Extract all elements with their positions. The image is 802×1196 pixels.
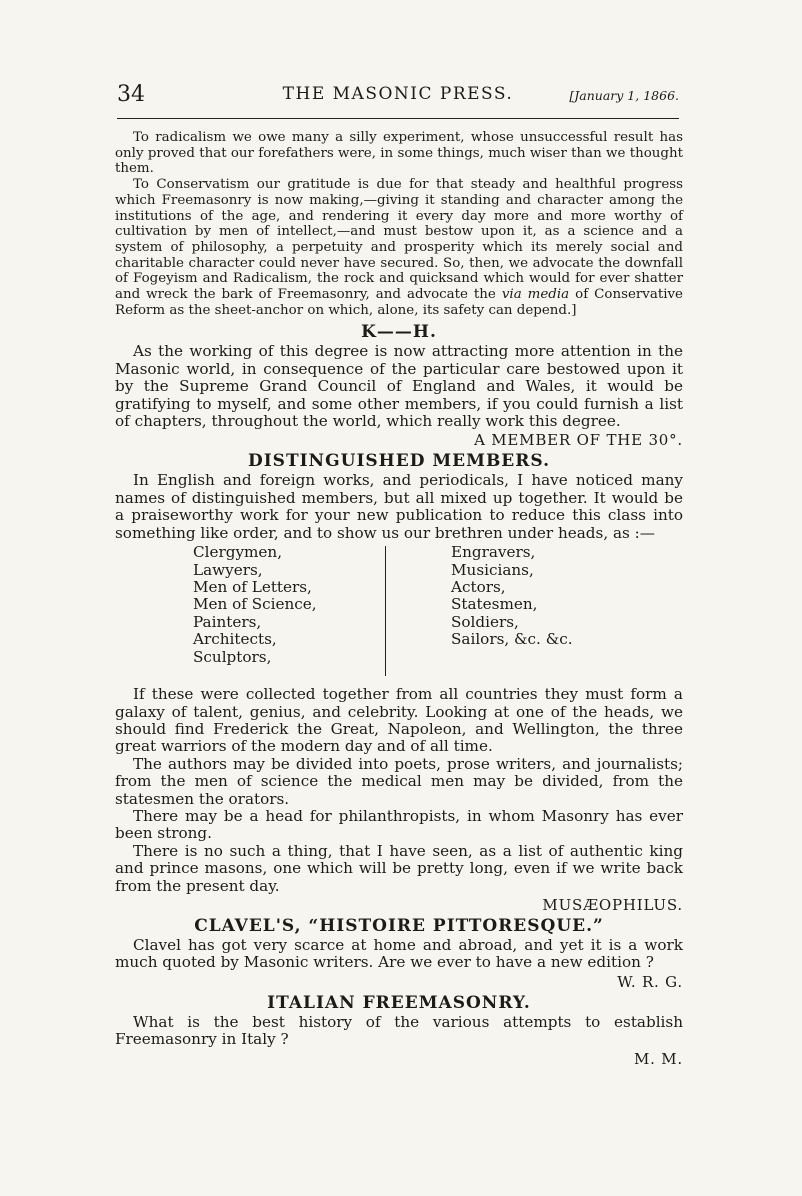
list-column-left (193, 544, 317, 666)
page-header (117, 82, 679, 116)
paragraph: As the working of this degree is now attracting more attention in the Masonic world, in consequence of the particular care bestowed upon it by the Supreme Grand Council of England and Wales, it would be gratifying to myself, and some other members, if you could furnish a list of chapters, throughout the world, which really work this degree. (115, 342, 683, 431)
list-item: Architects, (193, 630, 277, 649)
list-item: Statesmen, (451, 595, 538, 614)
page-number: 34 (117, 82, 145, 107)
list-item: Actors, (451, 577, 506, 596)
article-italian-freemasonry (115, 992, 683, 1069)
paragraph: There is no such a thing, that I have seen, as a list of authentic king and prince masons, one which will be pretty long, even if we write back from the present day. (115, 841, 683, 895)
signature: M. M. (633, 1049, 683, 1068)
members-list (115, 544, 683, 684)
list-item: Musicians, (451, 560, 534, 579)
signature: W. R. G. (617, 972, 683, 991)
page-body (115, 130, 683, 1069)
article-kh (115, 321, 683, 450)
list-column-right (451, 544, 573, 648)
list-item: Men of Science, (193, 595, 317, 614)
paragraph: Clavel has got very scarce at home and abroad, and yet it is a work much quoted by Masonic writers. Are we ever to have a new edition ? (115, 935, 683, 972)
list-item: Engravers, (451, 543, 536, 562)
issue-date: [January 1, 1866. (569, 88, 679, 103)
article-heading: K——H. (361, 322, 437, 343)
paragraph: If these were collected together from all countries they must form a galaxy of talent, genius, and celebrity. Looking at one of the heads, we should find Frederick the Great, Napoleon, and Wellington, the three great warriors of the modern day and of all time. (115, 685, 683, 756)
list-item: Lawyers, (193, 560, 263, 579)
list-item: Sailors, &c. &c. (451, 630, 573, 649)
paragraph: There may be a head for philanthropists, in whom Masonry has ever been strong. (115, 806, 683, 843)
article-heading: DISTINGUISHED MEMBERS. (247, 451, 550, 472)
list-item: Men of Letters, (193, 577, 312, 596)
list-item: Soldiers, (451, 612, 519, 631)
paragraph: What is the best history of the various attempts to establish Freemasonry in Italy ? (115, 1012, 683, 1049)
paragraph: To Conservatism our gratitude is due for that steady and healthful progress which Freemasonry is now making,—giving it standing and character among the institutions of the age, and rendering it every day more and more worthy of cultivation by men of intellect,—and must bestow upon it, as a science and a system of philosophy, a perpetuity and prosperity which its merely social and charitable character could never have secured. So, then, we advocate the downfall of Fogeyism and Radicalism, the rock and quicksand which would for ever shatter and wreck the bark of Freemasonry, and advocate the via media of Conservative Reform as the sheet-anchor on which, alone, its safety can depend.] (115, 177, 683, 318)
article-distinguished-members (115, 450, 683, 915)
paragraph: The authors may be divided into poets, prose writers, and journalists; from the men of science the medical men may be divided, from the statesmen the orators. (115, 754, 683, 808)
signature: MUSÆOPHILUS. (542, 895, 683, 914)
column-divider (385, 546, 386, 676)
list-item: Painters, (193, 612, 262, 631)
article-heading: ITALIAN FREEMASONRY. (267, 992, 531, 1013)
article-heading: CLAVEL'S, “HISTOIRE PITTORESQUE.” (194, 915, 604, 936)
list-item: Clergymen, (193, 543, 283, 562)
header-rule (117, 118, 679, 119)
article-clavel (115, 915, 683, 992)
running-title: THE MASONIC PRESS. (282, 84, 514, 104)
list-item: Sculptors, (193, 647, 272, 666)
paragraph: To radicalism we owe many a silly experiment, whose unsuccessful result has only proved that our forefathers were, in some things, much wiser than we thought them. (115, 130, 683, 177)
signature: A MEMBER OF THE 30°. (474, 431, 683, 450)
article-conservatism (115, 130, 683, 318)
paragraph: In English and foreign works, and periodicals, I have noticed many names of distinguished members, but all mixed up together. It would be a praiseworthy work for your new publication to reduce this class into something like order, and to show us our brethren under heads, as :— (115, 471, 683, 542)
italic-phrase: via media (501, 287, 570, 303)
